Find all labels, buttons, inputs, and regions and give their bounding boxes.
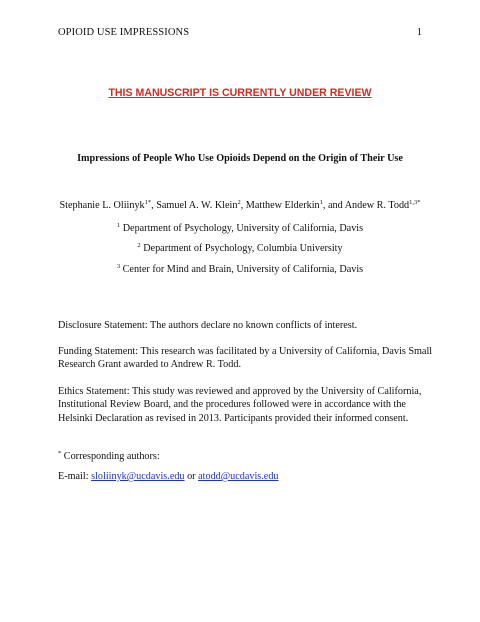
author-name: Andew R. Todd: [344, 200, 410, 211]
email-line: [58, 470, 438, 483]
email-link-todd[interactable]: atodd@ucdavis.edu: [198, 471, 279, 482]
author-list: [0, 200, 480, 211]
author-superscript: 1*: [144, 199, 152, 206]
affiliation: [0, 223, 480, 234]
author-name: Samuel A. W. Klein: [156, 200, 238, 211]
author-name: Stephanie L. Oliinyk: [59, 200, 145, 211]
affiliation-text: Department of Psychology, Columbia University: [143, 243, 343, 254]
running-head: OPIOID USE IMPRESSIONS: [58, 27, 190, 38]
paper-title: Impressions of People Who Use Opioids Depend on the Origin of Their Use: [77, 153, 403, 164]
author-name: Matthew Elderkin: [245, 200, 320, 211]
review-notice: THIS MANUSCRIPT IS CURRENTLY UNDER REVIEW: [108, 87, 372, 99]
affiliation-superscript: 2: [137, 242, 141, 249]
affiliation-superscript: 3: [116, 263, 121, 270]
affiliation-superscript: 1: [116, 222, 121, 229]
author-separator: ,: [151, 200, 157, 211]
affiliation-text: Department of Psychology, University of California, Davis: [122, 223, 364, 234]
funding-statement: Funding Statement: This research was facilitated by a University of California, Davis Small Research Grant awarded to Andrew R. Todd.: [58, 346, 433, 371]
author-separator: ,: [240, 200, 246, 211]
corresponding-authors: [58, 450, 438, 463]
corresponding-marker: *: [58, 450, 62, 457]
email-joiner: or: [184, 471, 199, 482]
author-superscript: 2: [237, 199, 241, 206]
affiliation: [0, 243, 480, 254]
ethics-statement: Ethics Statement: This study was reviewed and approved by the University of California, Institutional Review Board, and the procedures followed were in accordance with the Helsinki Declaration as revised in 2013. Participants provided their informed consent.: [58, 386, 422, 424]
page-number: 1: [416, 27, 422, 38]
email-link-oliinyk[interactable]: sloliinyk@ucdavis.edu: [91, 471, 185, 482]
author-superscript: 1,3*: [409, 199, 421, 206]
author-superscript: 1: [319, 199, 323, 206]
author-separator: , and: [322, 200, 345, 211]
disclosure-statement: Disclosure Statement: The authors declare no known conflicts of interest.: [58, 320, 358, 331]
corresponding-label: Corresponding authors:: [63, 451, 160, 462]
affiliation-text: Center for Mind and Brain, University of California, Davis: [122, 264, 364, 275]
affiliation: [0, 264, 480, 275]
email-prefix: E-mail:: [58, 471, 92, 482]
